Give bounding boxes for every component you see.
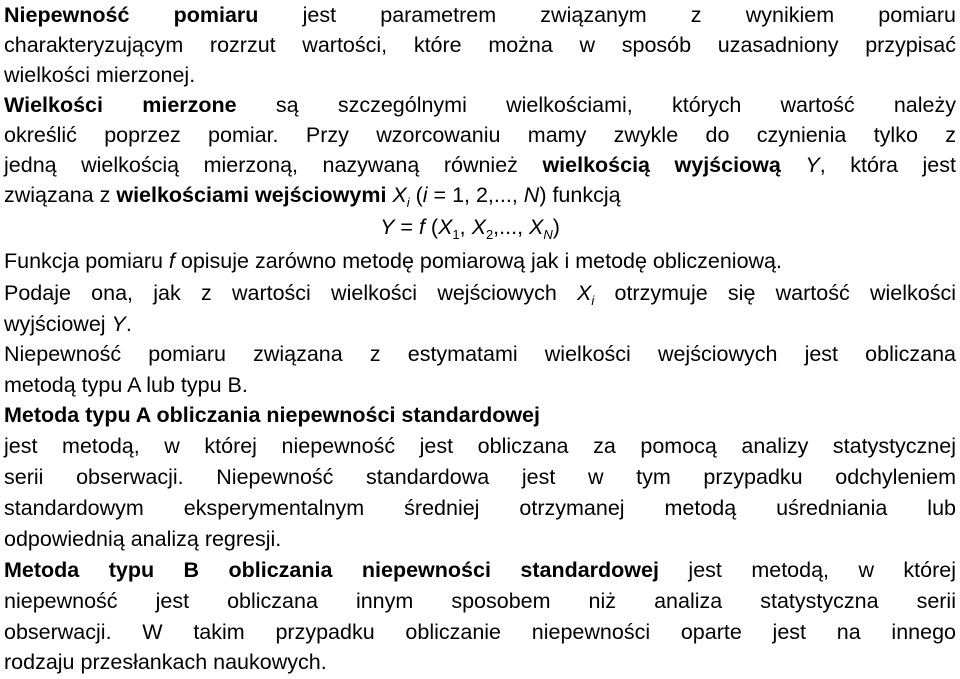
p7-line3: obserwacji. W takim przypadku obliczanie niepewności oparte jest na innego	[4, 620, 956, 644]
p6-line3: standardowym eksperymentalnym średniej otrzymanej metodą uśredniania lub	[4, 496, 956, 520]
formula-subN: N	[543, 227, 553, 242]
var-Y: Y	[805, 153, 820, 177]
p1-line3: wielkości mierzonej.	[4, 63, 196, 87]
term-niepewnosc-pomiaru: Niepewność pomiaru	[4, 3, 259, 27]
p2-line1	[4, 90, 956, 121]
p4-text-c: wyjściowej	[4, 312, 112, 336]
term-wielkosci-mierzone: Wielkości mierzone	[4, 93, 237, 117]
p1-line1-text: jest parametrem związanym z wynikiem pomiaru	[258, 3, 956, 27]
p6-line4: odpowiednią analizą regresji.	[4, 527, 282, 551]
p4-var-Y: Y	[111, 312, 126, 336]
p4-line1	[4, 278, 956, 309]
formula-sep1: ,	[459, 215, 472, 239]
formula-X2: X	[471, 215, 486, 239]
var-X: X	[392, 183, 407, 207]
p6-line1: jest metodą, w której niepewność jest obliczana za pomocą analizy statystycznej	[4, 434, 956, 458]
term-wielkosci-wejsciowe: wielkościami wejściowymi	[116, 183, 387, 207]
p1-line1	[4, 0, 956, 31]
p4-text-a: Podaje ona, jak z wartości wielkości wejściowych	[4, 281, 578, 305]
formula-close: )	[552, 215, 560, 239]
p7-line2: niepewność jest obliczana innym sposobem niż analiza statystyczna serii	[4, 589, 956, 613]
p2-line3-text-c: , która jest	[819, 153, 956, 177]
p7-line1	[4, 555, 956, 586]
p2-line3-text-a: jedną wielkością mierzoną, nazywaną również	[4, 153, 543, 177]
p4-sub-i: i	[591, 293, 595, 308]
p3-line1	[4, 246, 956, 277]
formula-f: f	[418, 215, 425, 239]
heading-method-b: Metoda typu B obliczania niepewności standardowej	[4, 558, 659, 582]
formula-sub2: 2	[485, 227, 494, 242]
p2-line2: określić poprzez pomiar. Przy wzorcowaniu mamy zwykle do czynienia tylko z	[4, 123, 956, 147]
formula-sub1: 1	[452, 227, 460, 242]
var-N: N	[523, 183, 540, 207]
p2-line4	[4, 180, 956, 211]
p2-line4-text-end: ) funkcją	[539, 183, 621, 207]
p7-line4: rodzaju przesłankach naukowych.	[4, 650, 327, 674]
formula-XN: X	[529, 215, 544, 239]
p4-line2	[4, 309, 956, 340]
term-wielkosc-wyjsciowa: wielkością wyjściową	[542, 153, 781, 177]
p3-var-f: f	[168, 249, 175, 273]
formula-eq: =	[394, 215, 419, 239]
heading-method-a: Metoda typu A obliczania niepewności standardowej	[4, 403, 540, 427]
p7-line1-text: jest metodą, w której	[658, 558, 957, 582]
index-range: = 1, 2,...,	[427, 183, 524, 207]
p2-line3	[4, 150, 956, 181]
formula-open: (	[424, 215, 439, 239]
paren-open: (	[409, 183, 423, 207]
p5-line2: metodą typu A lub typu B.	[4, 373, 248, 397]
p6-line2: serii obserwacji. Niepewność standardowa jest w tym przypadku odchyleniem	[4, 465, 956, 489]
p2-line4-text-a: związana z	[4, 183, 117, 207]
formula-dots: ,...,	[493, 215, 530, 239]
p5-line1: Niepewność pomiaru związana z estymatami wielkości wejściowych jest obliczana	[4, 342, 956, 366]
p3-text-a: Funkcja pomiaru	[4, 249, 169, 273]
p2-line1-text: są szczególnymi wielkościami, których wartość należy	[236, 93, 956, 117]
formula-X1: X	[438, 215, 453, 239]
formula-Y: Y	[380, 215, 395, 239]
p4-var-X: X	[577, 281, 592, 305]
sub-i: i	[406, 195, 410, 210]
formula	[0, 212, 946, 243]
p4-text-d: .	[125, 312, 132, 336]
p3-text-b: opisuje zarówno metodę pomiarową jak i metodę obliczeniową.	[174, 249, 782, 273]
var-i: i	[422, 183, 428, 207]
p4-text-b: otrzymuje się wartość wielkości	[594, 281, 956, 305]
p1-line2: charakteryzującym rozrzut wartości, które można w sposób uzasadniony przypisać	[4, 33, 956, 57]
